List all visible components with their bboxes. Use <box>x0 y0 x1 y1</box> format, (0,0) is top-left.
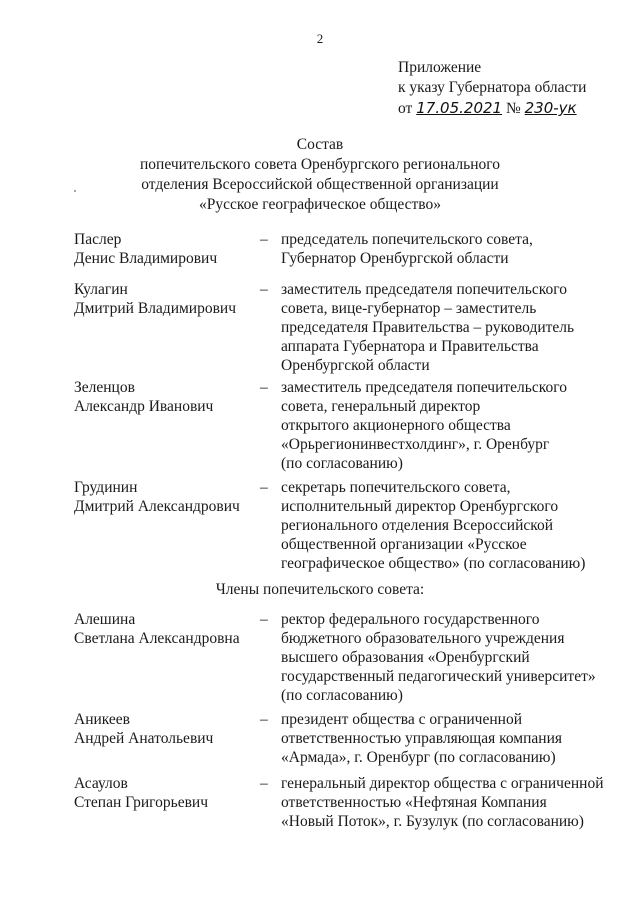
role-line: «Новый Поток», г. Бузулук (по согласованию) <box>281 813 584 830</box>
role-line: «Орьрегионинвестхолдинг», г. Оренбург <box>281 436 550 453</box>
role-line: аппарата Губернатора и Правительства <box>281 338 539 355</box>
members-heading: Члены попечительского совета: <box>215 581 425 598</box>
appendix-date-line <box>398 98 586 119</box>
member-name <box>74 610 254 648</box>
member-name <box>74 230 254 268</box>
role-line: исполнительный директор Оренбургского <box>281 498 559 515</box>
member-surname: Зеленцов <box>74 379 135 396</box>
role-line: открытого акционерного общества <box>281 417 511 434</box>
member-role <box>281 378 611 473</box>
dash-separator: – <box>260 379 268 396</box>
member-name <box>74 478 254 516</box>
member-surname: Грудинин <box>74 479 138 496</box>
title-line-3: отделения Всероссийской общественной организации <box>141 176 499 193</box>
role-line: общественной организации «Русское <box>281 536 527 553</box>
appendix-reference: к указу Губернатора области <box>398 79 587 96</box>
member-surname: Асаулов <box>74 775 128 792</box>
member-name <box>74 280 254 318</box>
dash-separator: – <box>260 775 268 792</box>
role-line: заместитель председателя попечительского <box>281 281 567 298</box>
role-line: «Армада», г. Оренбург (по согласованию) <box>281 749 556 766</box>
title-line-1: Состав <box>296 136 344 153</box>
member-name <box>74 710 254 748</box>
dash-separator: – <box>260 479 268 496</box>
role-line: председателя Правительства – руководитель <box>281 319 575 336</box>
member-given-names: Андрей Анатольевич <box>74 730 214 747</box>
member-given-names: Дмитрий Александрович <box>74 498 240 515</box>
member-given-names: Дмитрий Владимирович <box>74 300 237 317</box>
role-line: (по согласованию) <box>281 687 403 704</box>
role-line: (по согласованию) <box>281 455 403 472</box>
number-prefix: № <box>505 100 521 117</box>
handwritten-date: 17.05.2021 <box>416 99 503 117</box>
appendix-header <box>398 58 586 119</box>
member-given-names: Александр Иванович <box>74 398 214 415</box>
dash-separator: – <box>260 281 268 298</box>
role-line: географическое общество» (по согласованию) <box>281 555 586 572</box>
role-line: заместитель председателя попечительского <box>281 379 567 396</box>
member-surname: Алешина <box>74 611 136 628</box>
role-line: генеральный директор общества с ограниченной <box>281 775 604 792</box>
member-role <box>281 710 611 767</box>
member-given-names: Светлана Александровна <box>74 630 240 647</box>
role-line: председатель попечительского совета, <box>281 231 533 248</box>
title-line-2: попечительского совета Оренбургского регионального <box>140 156 500 173</box>
member-surname: Кулагин <box>74 281 128 298</box>
role-line: совета, вице-губернатор – заместитель <box>281 300 537 317</box>
role-line: высшего образования «Оренбургский <box>281 649 530 666</box>
role-line: Губернатор Оренбургской области <box>281 250 509 267</box>
dash-separator: – <box>260 611 268 628</box>
role-line: ответственностью «Нефтяная Компания <box>281 794 547 811</box>
member-given-names: Степан Григорьевич <box>74 794 208 811</box>
dash-separator: – <box>260 231 268 248</box>
role-line: государственный педагогический университет» <box>281 668 596 685</box>
title-line-4: «Русское географическое общество» <box>198 196 441 213</box>
role-line: секретарь попечительского совета, <box>281 479 511 496</box>
member-role <box>281 230 611 268</box>
member-given-names: Денис Владимирович <box>74 250 218 267</box>
date-prefix: от <box>398 100 413 117</box>
member-role <box>281 610 611 705</box>
member-role <box>281 478 611 573</box>
role-line: ректор федерального государственного <box>281 611 540 628</box>
member-name <box>74 378 254 416</box>
member-name <box>74 774 254 812</box>
scan-speck <box>74 190 76 192</box>
document-title <box>0 135 640 215</box>
page-number: 2 <box>316 31 324 46</box>
role-line: президент общества с ограниченной <box>281 711 522 728</box>
member-surname: Паслер <box>74 231 122 248</box>
member-role <box>281 774 611 831</box>
appendix-label: Приложение <box>398 59 482 76</box>
role-line: регионального отделения Всероссийской <box>281 517 554 534</box>
dash-separator: – <box>260 711 268 728</box>
member-surname: Аникеев <box>74 711 131 728</box>
handwritten-number: 230-ук <box>524 99 577 117</box>
role-line: совета, генеральный директор <box>281 398 481 415</box>
member-role <box>281 280 611 375</box>
role-line: бюджетного образовательного учреждения <box>281 630 565 647</box>
role-line: Оренбургской области <box>281 357 430 374</box>
role-line: ответственностью управляющая компания <box>281 730 563 747</box>
